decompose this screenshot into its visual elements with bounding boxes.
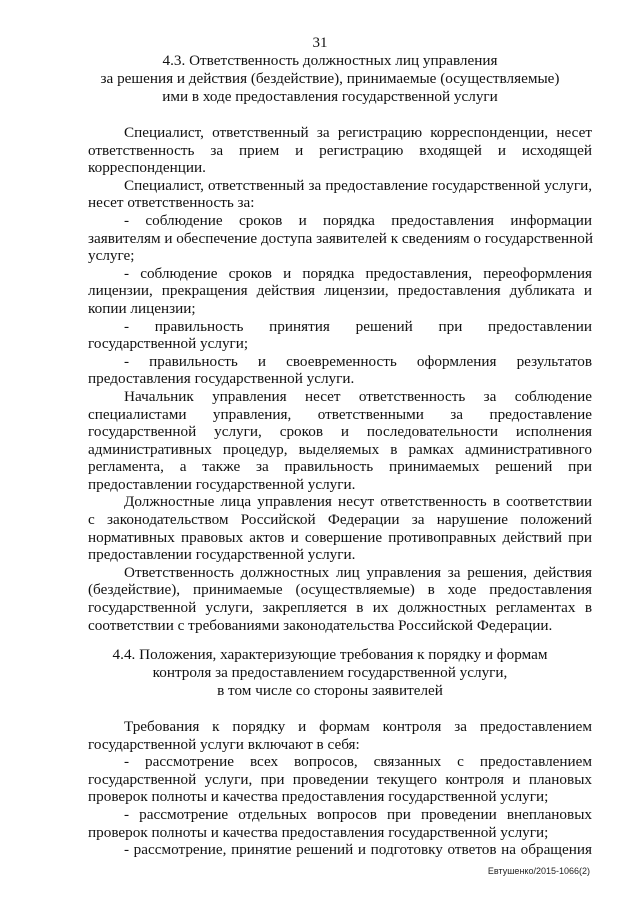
text-line: государственной услуги включают в себя: — [88, 735, 360, 753]
list-item — [88, 212, 592, 265]
section-4-4-heading — [60, 646, 600, 700]
section-4-4-body — [88, 718, 592, 859]
text-line: с законодательством Российской Федерации за нарушение положений — [88, 511, 592, 529]
list-item — [88, 265, 592, 318]
text-line: Начальник управления несет ответственность за соблюдение — [124, 387, 592, 405]
document-reference: Евтушенко/2015-1066(2) — [487, 866, 590, 876]
text-line: предоставлении государственной услуги. — [88, 546, 356, 564]
text-line: предоставлении государственной услуги. — [88, 475, 356, 493]
text-line: - правильность принятия решений при предоставлении — [124, 317, 592, 335]
section-4-3-body — [88, 124, 592, 634]
list-item — [88, 806, 592, 841]
page-number: 31 — [312, 35, 328, 51]
heading-line: в том числе со стороны заявителей — [217, 682, 443, 699]
text-line: услуге; — [88, 247, 135, 265]
heading-line: 4.3. Ответственность должностных лиц управления — [162, 52, 498, 69]
text-line: государственной услуги, закрепляется в их должностных регламентах в — [88, 599, 592, 617]
text-line: ответственность за прием и регистрацию входящей и исходящей — [88, 141, 592, 159]
text-line: нормативных правовых актов и совершение противоправных действий при — [88, 528, 592, 546]
text-line: лицензии, прекращения действия лицензии, предоставления дубликата и — [88, 282, 592, 300]
text-line: - соблюдение сроков и порядка предоставления, переоформления — [124, 264, 592, 282]
text-line: регламента, а также за правильность принимаемых решений при — [88, 458, 592, 476]
text-line: предоставления государственной услуги. — [88, 370, 355, 388]
text-line: проверок полноты и качества предоставления государственной услуги; — [88, 823, 549, 841]
list-item — [88, 841, 592, 859]
text-line: государственной услуги, при проведении текущего контроля и плановых — [88, 770, 592, 788]
list-item — [88, 318, 592, 353]
text-line: административных процедур, выделяемых в рамках административного — [88, 440, 592, 458]
text-line: Ответственность должностных лиц управления за решения, действия — [124, 563, 592, 581]
text-line: Специалист, ответственный за предоставление государственной услуги, — [124, 176, 592, 194]
text-line: - рассмотрение отдельных вопросов при проведении внеплановых — [124, 805, 592, 823]
text-line: специалистами управления, ответственными за предоставление — [88, 405, 592, 423]
text-line: копии лицензии; — [88, 299, 196, 317]
text-line: Специалист, ответственный за регистрацию корреспонденции, несет — [124, 124, 592, 141]
heading-line: 4.4. Положения, характеризующие требования к порядку и формам — [112, 646, 548, 663]
paragraph — [88, 493, 592, 563]
text-line: проверок полноты и качества предоставления государственной услуги; — [88, 788, 549, 806]
text-line: - рассмотрение, принятие решений и подготовку ответов на обращения — [124, 841, 592, 859]
text-line: Требования к порядку и формам контроля за предоставлением — [124, 718, 592, 735]
text-line: Должностные лица управления несут ответственность в соответствии — [124, 493, 592, 511]
text-line: несет ответственность за: — [88, 194, 255, 212]
text-line: корреспонденции. — [88, 159, 206, 177]
text-line: - правильность и своевременность оформления результатов — [124, 352, 592, 370]
text-line: (бездействие), принимаемые (осуществляемые) в ходе предоставления — [88, 581, 592, 599]
list-item — [88, 753, 592, 806]
heading-line: за решения и действия (бездействие), принимаемые (осуществляемые) — [100, 70, 560, 87]
text-line: заявителям и обеспечение доступа заявителей к сведениям о государственной — [88, 229, 594, 247]
heading-line: ими в ходе предоставления государственной услуги — [162, 88, 498, 105]
text-line: государственной услуги; — [88, 335, 249, 353]
paragraph — [88, 718, 592, 753]
heading-line: контроля за предоставлением государственной услуги, — [152, 664, 508, 681]
text-line: - соблюдение сроков и порядка предоставления информации — [124, 211, 592, 229]
text-line: - рассмотрение всех вопросов, связанных с предоставлением — [124, 753, 592, 771]
paragraph — [88, 124, 592, 177]
text-line: государственной услуги, сроков и последовательности исполнения — [88, 423, 592, 441]
paragraph — [88, 388, 592, 494]
paragraph — [88, 177, 592, 212]
text-line: соответствии с требованиями законодательства Российской Федерации. — [88, 616, 553, 634]
paragraph — [88, 564, 592, 634]
list-item — [88, 353, 592, 388]
section-4-3-heading — [60, 52, 600, 106]
